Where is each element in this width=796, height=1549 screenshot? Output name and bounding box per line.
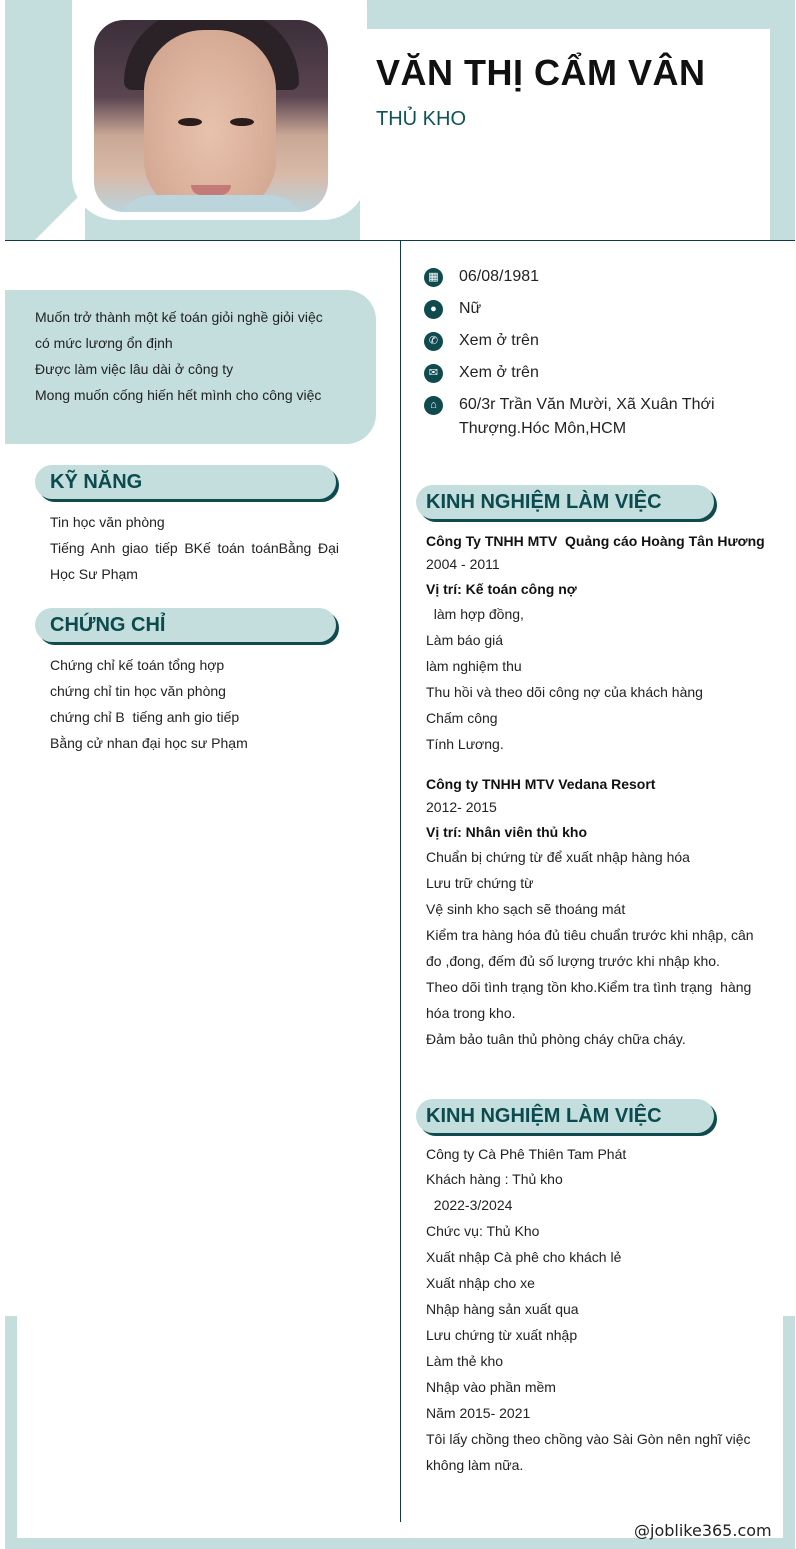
experience-line: không làm nữa. bbox=[426, 1457, 524, 1473]
job-duty: hóa trong kho. bbox=[426, 1005, 516, 1021]
certificate-item: Chứng chỉ kế toán tổng hợp bbox=[50, 657, 225, 673]
certificates-heading-label: CHỨNG CHỈ bbox=[50, 614, 166, 636]
experience-line: Công ty Cà Phê Thiên Tam Phát bbox=[426, 1146, 627, 1162]
objective-line: Mong muốn cống hiến hết mình cho công việc bbox=[35, 387, 322, 403]
address-line-2: Thượng.Hóc Môn,HCM bbox=[459, 420, 627, 437]
job-duty: Đảm bảo tuân thủ phòng cháy chữa cháy. bbox=[426, 1031, 686, 1047]
experience-line: 2022-3/2024 bbox=[426, 1197, 513, 1213]
experience-line: Xuất nhập cho xe bbox=[426, 1275, 535, 1291]
gender: Nữ bbox=[459, 300, 482, 317]
address-line-1: 60/3r Trần Văn Mười, Xã Xuân Thới bbox=[459, 396, 715, 413]
job-duty: Theo dõi tình trạng tồn kho.Kiểm tra tình trạng hàng bbox=[426, 979, 752, 995]
experience-line: Nhập vào phần mềm bbox=[426, 1379, 556, 1395]
photo-frame-corner bbox=[35, 190, 85, 240]
job-duty: Làm báo giá bbox=[426, 632, 504, 648]
job-duty: Tính Lương. bbox=[426, 736, 504, 752]
footer-border-left bbox=[5, 1316, 17, 1549]
candidate-title: THỦ KHO bbox=[376, 108, 466, 130]
column-divider bbox=[400, 241, 401, 1522]
experience-line: Năm 2015- 2021 bbox=[426, 1405, 531, 1421]
date-of-birth: 06/08/1981 bbox=[459, 268, 540, 285]
skill-item: Tin học văn phòng bbox=[50, 514, 165, 530]
home-icon: ⌂ bbox=[424, 396, 443, 415]
objective-line: Được làm việc lâu dài ở công ty bbox=[35, 361, 234, 377]
watermark: @joblike365.com bbox=[634, 1521, 772, 1540]
experience-heading-label: KINH NGHIỆM LÀM VIỆC bbox=[426, 1105, 662, 1127]
job-position: Vị trí: Nhân viên thủ kho bbox=[426, 824, 588, 840]
certificate-item: chứng chỉ tin học văn phòng bbox=[50, 683, 226, 699]
phone: Xem ở trên bbox=[459, 332, 539, 349]
job-duty: Thu hồi và theo dõi công nợ của khách hàng bbox=[426, 684, 703, 700]
job-duty: Kiểm tra hàng hóa đủ tiêu chuẩn trước khi nhập, cân bbox=[426, 927, 754, 943]
experience-line: Tôi lấy chồng theo chồng vào Sài Gòn nên nghĩ việc bbox=[426, 1431, 751, 1447]
job-company: Công ty TNHH MTV Vedana Resort bbox=[426, 776, 656, 792]
email: Xem ở trên bbox=[459, 364, 539, 381]
objective-line: Muốn trở thành một kế toán giỏi nghề giỏi việc bbox=[35, 309, 323, 325]
skills-heading bbox=[35, 465, 336, 499]
job-duty: Chuẩn bị chứng từ để xuất nhập hàng hóa bbox=[426, 849, 690, 865]
skill-item: Tiếng Anh giao tiếp BKế toán toánBằng Đại bbox=[50, 540, 339, 556]
experience-line: Làm thẻ kho bbox=[426, 1353, 504, 1369]
experience-heading bbox=[416, 485, 714, 519]
job-duty: Chấm công bbox=[426, 710, 498, 726]
skill-item: Học Sư Phạm bbox=[50, 566, 138, 582]
job-position: Vị trí: Kế toán công nợ bbox=[426, 581, 577, 597]
experience-line: Xuất nhập Cà phê cho khách lẻ bbox=[426, 1249, 622, 1265]
job-duty: đo ,đong, đếm đủ số lượng trước khi nhập kho. bbox=[426, 953, 720, 969]
certificate-item: Bằng cử nhan đại học sư Phạm bbox=[50, 735, 248, 751]
experience-line: Nhập hàng sản xuất qua bbox=[426, 1301, 579, 1317]
experience-line: Lưu chứng từ xuất nhập bbox=[426, 1327, 578, 1343]
experience-line: Khách hàng : Thủ kho bbox=[426, 1171, 563, 1187]
job-duty: làm hợp đồng, bbox=[426, 606, 524, 622]
job-duty: làm nghiệm thu bbox=[426, 658, 522, 674]
candidate-name: VĂN THỊ CẨM VÂN bbox=[376, 52, 706, 93]
job-period: 2004 - 2011 bbox=[426, 556, 500, 572]
skills-heading-label: KỸ NĂNG bbox=[50, 471, 143, 493]
experience-heading-label: KINH NGHIỆM LÀM VIỆC bbox=[426, 491, 662, 513]
job-period: 2012- 2015 bbox=[426, 799, 497, 815]
job-duty: Lưu trữ chứng từ bbox=[426, 875, 534, 891]
footer-border-right bbox=[783, 1316, 795, 1549]
calendar-icon: ▦ bbox=[424, 268, 443, 287]
job-company: Công Ty TNHH MTV Quảng cáo Hoàng Tân Hương bbox=[426, 533, 765, 549]
job-duty: Vệ sinh kho sạch sẽ thoáng mát bbox=[426, 901, 626, 917]
certificates-heading bbox=[35, 608, 336, 642]
phone-icon: ✆ bbox=[424, 332, 443, 351]
certificate-item: chứng chỉ B tiếng anh gio tiếp bbox=[50, 709, 240, 725]
user-icon: ● bbox=[424, 300, 443, 319]
profile-photo bbox=[94, 20, 328, 212]
experience-heading bbox=[416, 1099, 714, 1133]
mail-icon: ✉ bbox=[424, 364, 443, 383]
experience-line: Chức vụ: Thủ Kho bbox=[426, 1223, 540, 1239]
objective-line: có mức lương ổn định bbox=[35, 335, 173, 351]
